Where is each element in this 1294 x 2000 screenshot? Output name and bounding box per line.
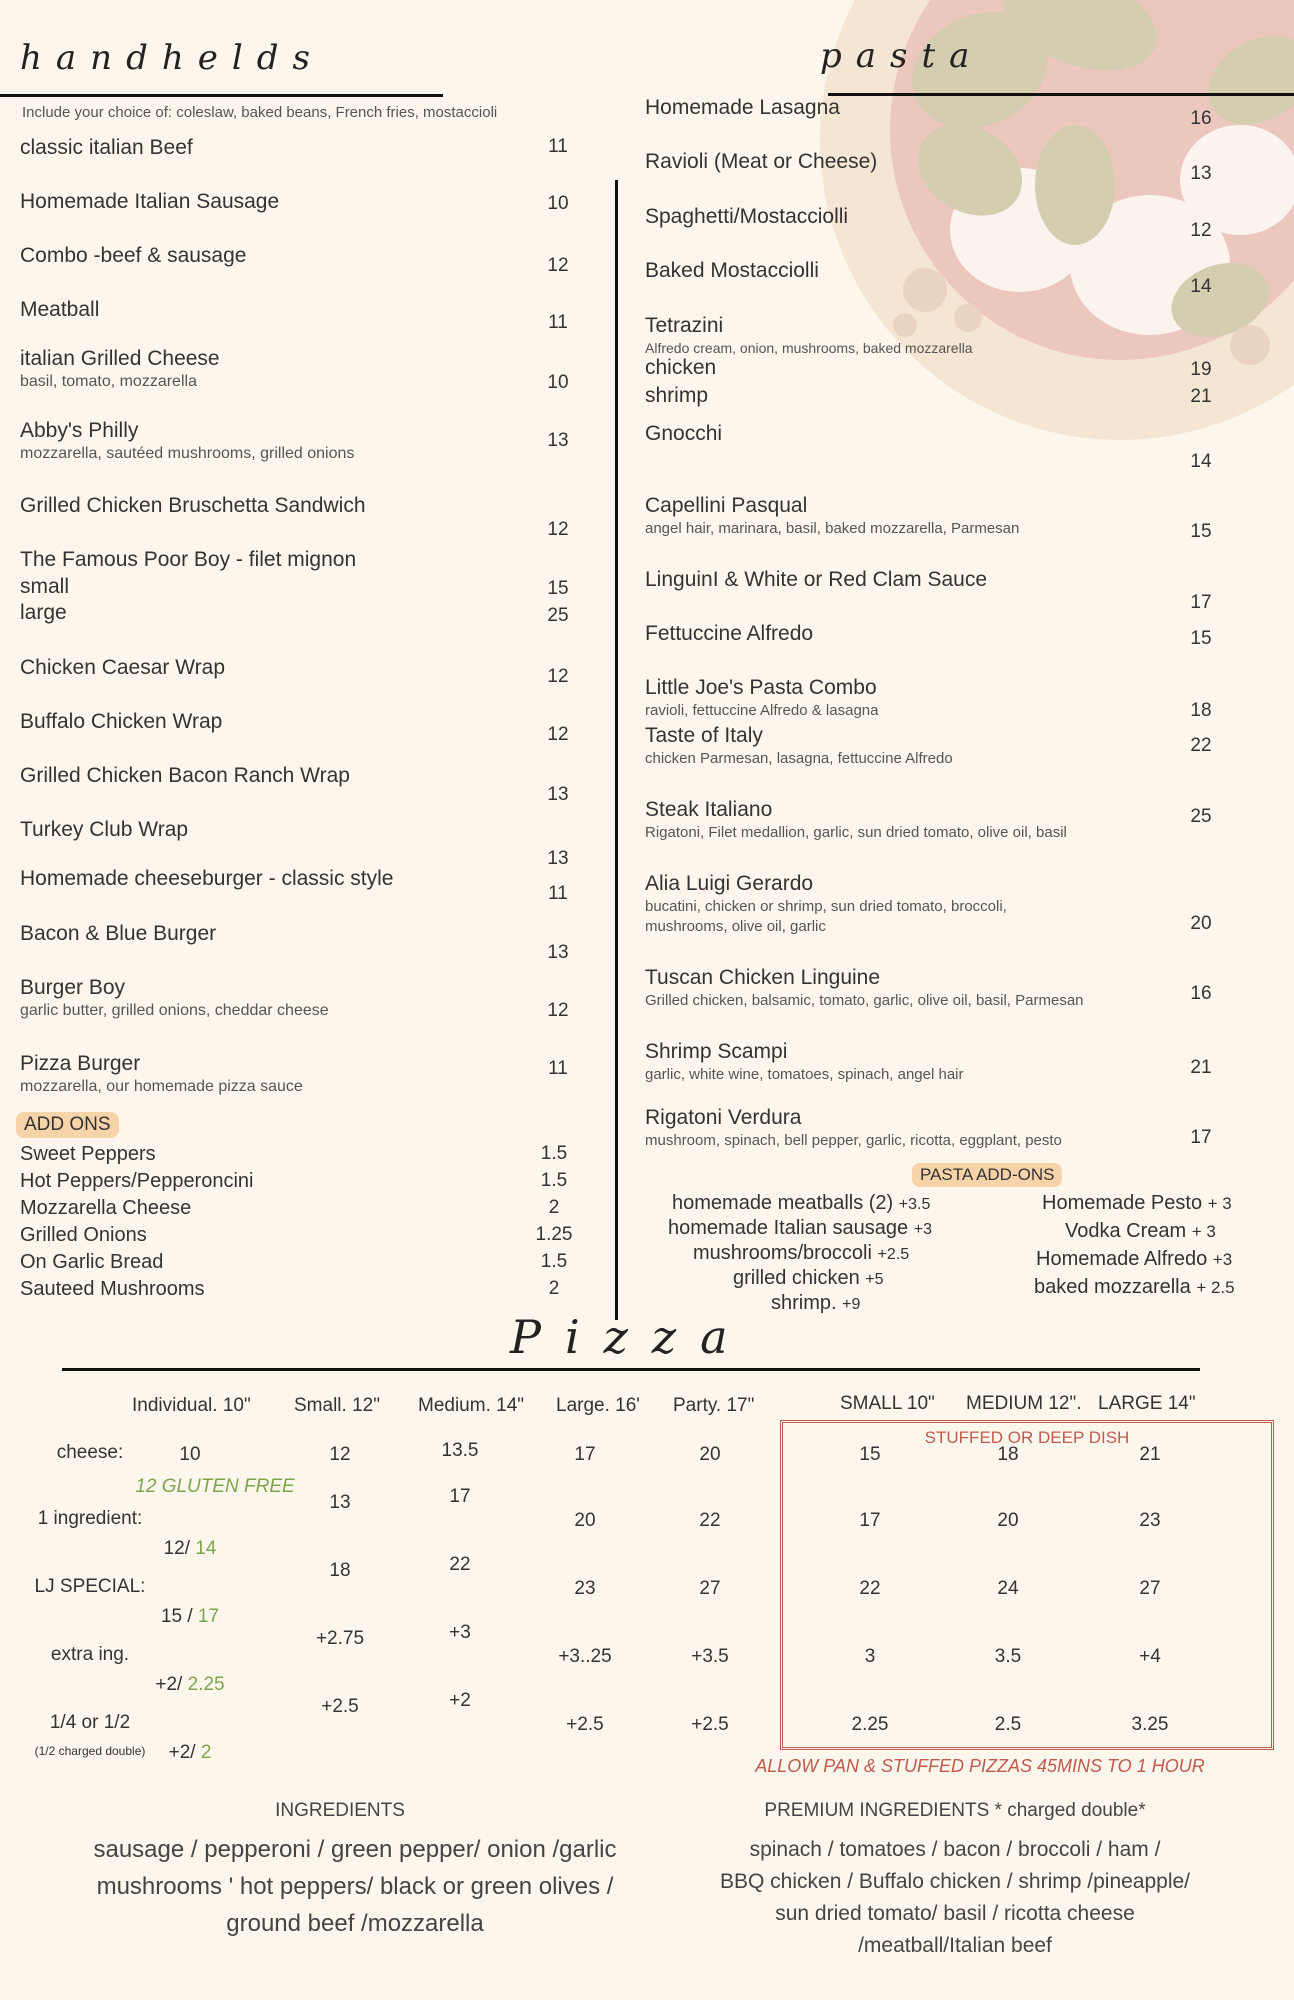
handheld-item-price: 11 <box>548 883 568 904</box>
pasta-item-name: Tetrazini <box>645 314 724 337</box>
addon-price: 2 <box>548 1197 560 1218</box>
pasta-item-name: Alia Luigi Gerardo <box>645 872 814 895</box>
pasta-item-name: Taste of Italy <box>645 724 763 747</box>
pasta-item-name: Homemade Lasagna <box>645 96 840 119</box>
pasta-item-price: 12 <box>1190 220 1212 241</box>
addon-name: Hot Peppers/Pepperoncini <box>20 1170 254 1192</box>
pasta-item-desc: mushroom, spinach, bell pepper, garlic, ricotta, eggplant, pesto <box>645 1132 1062 1149</box>
pasta-item-desc: chicken Parmesan, lasagna, fettuccine Alfredo <box>645 750 953 767</box>
pasta-item-price: 18 <box>1190 700 1212 721</box>
pizza-price-ind: 10 <box>179 1444 201 1465</box>
pizza-size-header: Party. 17" <box>673 1395 755 1416</box>
addon-price: 1.5 <box>540 1170 568 1191</box>
handhelds-note: Include your choice of: coleslaw, baked beans, French fries, mostaccioli <box>22 104 498 121</box>
ingredients-title: INGREDIENTS <box>275 1800 405 1821</box>
pasta-addon-left: homemade Italian sausage +3 <box>668 1217 932 1239</box>
pizza-row-label: 1 ingredient: <box>37 1508 143 1529</box>
pasta-item-price: 17 <box>1190 1127 1212 1148</box>
handheld-item-name: Chicken Caesar Wrap <box>20 656 226 679</box>
pasta-item-desc: angel hair, marinara, basil, baked mozzarella, Parmesan <box>645 520 1020 537</box>
pizza-price-s-small: 2.25 <box>851 1714 889 1735</box>
pizza-row-label: 1/4 or 1/2 <box>49 1712 131 1733</box>
handheld-item-desc: garlic butter, grilled onions, cheddar cheese <box>20 1002 329 1019</box>
pizza-price-party: 22 <box>699 1510 721 1531</box>
pizza-price-ind: +2/ 2.25 <box>155 1674 225 1695</box>
pasta-item-desc: Alfredo cream, onion, mushrooms, baked mozzarella <box>645 340 973 356</box>
pasta-item-price: 25 <box>1190 806 1212 827</box>
allow-note: ALLOW PAN & STUFFED PIZZAS 45MINS TO 1 HOUR <box>755 1756 1205 1776</box>
handheld-item-name: Pizza Burger <box>20 1052 141 1075</box>
pizza-size-header: Individual. 10" <box>132 1395 251 1416</box>
ingredients-line: ground beef /mozzarella <box>226 1910 484 1937</box>
gluten-free-note: 12 GLUTEN FREE <box>135 1476 295 1497</box>
handheld-item-price: 15 <box>547 578 569 599</box>
pizza-rule <box>62 1368 1200 1371</box>
pasta-item-desc: ravioli, fettuccine Alfredo & lasagna <box>645 702 879 719</box>
handheld-item-size: small <box>20 575 70 598</box>
handheld-item-name: Homemade cheeseburger - classic style <box>20 867 394 890</box>
pasta-item-name: Shrimp Scampi <box>645 1040 788 1063</box>
pasta-addons-badge: PASTA ADD-ONS <box>912 1163 1062 1187</box>
handheld-item-price: 11 <box>548 1058 568 1079</box>
pizza-price-s-medium: 3.5 <box>994 1646 1022 1667</box>
pizza-price-medium: 13.5 <box>441 1440 479 1461</box>
addon-name: Sweet Peppers <box>20 1143 156 1165</box>
addon-price: 1.5 <box>540 1143 568 1164</box>
handheld-item-name: Buffalo Chicken Wrap <box>20 710 223 733</box>
pizza-price-s-small: 17 <box>859 1510 881 1531</box>
handheld-item-price: 13 <box>547 430 569 451</box>
premium-line: sun dried tomato/ basil / ricotta cheese <box>775 1902 1135 1925</box>
pizza-price-s-small: 22 <box>859 1578 881 1599</box>
pasta-item-name: Spaghetti/Mostacciolli <box>645 205 849 228</box>
pasta-item-name: Little Joe's Pasta Combo <box>645 676 877 699</box>
addon-name: Grilled Onions <box>20 1224 147 1246</box>
pasta-item-desc: Grilled chicken, balsamic, tomato, garlic, olive oil, basil, Parmesan <box>645 992 1084 1009</box>
pizza-price-small: 18 <box>329 1560 351 1581</box>
pizza-price-s-large: 23 <box>1139 1510 1161 1531</box>
pasta-addon-right: baked mozzarella + 2.5 <box>1034 1276 1235 1298</box>
addon-price: 1.25 <box>535 1224 573 1245</box>
pasta-addon-left: grilled chicken +5 <box>733 1267 884 1289</box>
pasta-item-price: 15 <box>1190 521 1212 542</box>
pizza-price-medium: 22 <box>449 1554 471 1575</box>
pasta-item-price: 21 <box>1190 1057 1212 1078</box>
pasta-addon-left: homemade meatballs (2) +3.5 <box>672 1192 931 1214</box>
handheld-item-price: 12 <box>547 519 569 540</box>
handheld-item-desc: basil, tomato, mozzarella <box>20 373 197 390</box>
pizza-size-header: Medium. 14" <box>418 1395 525 1416</box>
pizza-price-small: +2.5 <box>321 1696 359 1717</box>
pasta-item-name: Fettuccine Alfredo <box>645 622 814 645</box>
pizza-price-large: +2.5 <box>566 1714 604 1735</box>
handheld-item-name: Grilled Chicken Bruschetta Sandwich <box>20 494 366 517</box>
pizza-price-large: 23 <box>574 1578 596 1599</box>
pasta-item-price: 15 <box>1190 628 1212 649</box>
pizza-price-party: +2.5 <box>691 1714 729 1735</box>
pizza-price-ind: +2/ 2 <box>168 1742 212 1763</box>
handheld-item-name: Abby's Philly <box>20 419 139 442</box>
pizza-price-large: +3..25 <box>558 1646 612 1667</box>
pasta-item-price: 20 <box>1190 913 1212 934</box>
handheld-item-price: 10 <box>547 193 569 214</box>
handheld-item-price: 13 <box>547 784 569 805</box>
handheld-item-price: 13 <box>547 942 569 963</box>
pasta-item-name: Ravioli (Meat or Cheese) <box>645 150 878 173</box>
pizza-price-s-small: 15 <box>859 1444 881 1465</box>
pizza-price-small: +2.75 <box>315 1628 365 1649</box>
pizza-price-large: 17 <box>574 1444 596 1465</box>
pasta-item-price: 14 <box>1190 276 1212 297</box>
pizza-price-s-large: 27 <box>1139 1578 1161 1599</box>
pizza-row-label: cheese: <box>56 1442 124 1463</box>
handheld-item-price: 25 <box>547 605 569 626</box>
handheld-item-price: 13 <box>547 848 569 869</box>
pizza-price-medium: +2 <box>449 1690 471 1711</box>
pasta-item-price: 17 <box>1190 592 1212 613</box>
pizza-price-ind: 12/ 14 <box>163 1538 217 1559</box>
pasta-item-name: Capellini Pasqual <box>645 494 808 517</box>
ingredients-line: mushrooms ' hot peppers/ black or green olives / <box>96 1873 614 1900</box>
handhelds-rule <box>0 94 443 97</box>
pizza-price-s-large: 3.25 <box>1131 1714 1169 1735</box>
handheld-item-price: 10 <box>547 372 569 393</box>
pasta-item-price: 16 <box>1190 983 1212 1004</box>
pizza-row-sublabel: (1/2 charged double) <box>34 1744 146 1758</box>
addon-name: On Garlic Bread <box>20 1251 164 1273</box>
handheld-item-name: Homemade Italian Sausage <box>20 190 280 213</box>
pizza-price-small: 13 <box>329 1492 351 1513</box>
handheld-item-price: 12 <box>547 1000 569 1021</box>
pizza-price-medium: 17 <box>449 1486 471 1507</box>
handheld-item-size: large <box>20 601 67 624</box>
pasta-addon-left: shrimp. +9 <box>771 1292 861 1314</box>
stuffed-label: STUFFED OR DEEP DISH <box>924 1428 1130 1447</box>
handheld-item-name: Grilled Chicken Bacon Ranch Wrap <box>20 764 350 787</box>
premium-line: BBQ chicken / Buffalo chicken / shrimp /pineapple/ <box>719 1870 1191 1893</box>
pasta-title: pasta <box>820 36 984 76</box>
pizza-price-party: 20 <box>699 1444 721 1465</box>
pasta-item-size: chicken <box>645 356 717 379</box>
pasta-item-name: Baked Mostacciolli <box>645 259 819 282</box>
pasta-addon-left: mushrooms/broccoli +2.5 <box>693 1242 910 1264</box>
pasta-item-name: Tuscan Chicken Linguine <box>645 966 881 989</box>
pizza-price-s-medium: 20 <box>997 1510 1019 1531</box>
handheld-item-name: Meatball <box>20 298 100 321</box>
handheld-item-price: 11 <box>548 312 568 333</box>
handheld-item-price: 11 <box>548 136 568 157</box>
stuffed-size-header: SMALL 10" <box>840 1393 935 1414</box>
pasta-item-desc: Rigatoni, Filet medallion, garlic, sun dried tomato, olive oil, basil <box>645 824 1067 841</box>
pasta-item-price: 13 <box>1190 163 1212 184</box>
pizza-price-s-small: 3 <box>864 1646 876 1667</box>
pasta-item-name: LinguinI & White or Red Clam Sauce <box>645 568 987 591</box>
pasta-addon-right: Homemade Alfredo +3 <box>1036 1248 1233 1270</box>
pasta-addon-right: Homemade Pesto + 3 <box>1042 1192 1232 1214</box>
handheld-item-name: Combo -beef & sausage <box>20 244 247 267</box>
handheld-item-desc: mozzarella, sautéed mushrooms, grilled onions <box>20 445 355 462</box>
pizza-row-label: LJ SPECIAL: <box>34 1576 146 1597</box>
pizza-price-s-medium: 18 <box>997 1444 1019 1465</box>
handheld-item-name: Burger Boy <box>20 976 126 999</box>
pizza-price-ind: 15 / 17 <box>160 1606 220 1627</box>
pasta-item-name: Steak Italiano <box>645 798 773 821</box>
stuffed-size-header: LARGE 14" <box>1098 1393 1196 1414</box>
pizza-price-party: 27 <box>699 1578 721 1599</box>
pasta-item-price: 14 <box>1190 451 1212 472</box>
addon-price: 1.5 <box>540 1251 568 1272</box>
pasta-rule <box>828 93 1294 96</box>
pasta-item-desc: garlic, white wine, tomatoes, spinach, angel hair <box>645 1066 964 1083</box>
pasta-item-size: shrimp <box>645 384 709 407</box>
pizza-price-small: 12 <box>329 1444 351 1465</box>
pasta-addon-right: Vodka Cream + 3 <box>1065 1220 1216 1242</box>
pasta-item-desc: mushrooms, olive oil, garlic <box>645 918 826 935</box>
pasta-item-price: 22 <box>1190 735 1212 756</box>
pizza-price-large: 20 <box>574 1510 596 1531</box>
pizza-row-label: extra ing. <box>50 1644 130 1665</box>
addons-badge: ADD ONS <box>16 1112 119 1138</box>
pasta-item-price: 19 <box>1190 359 1212 380</box>
addon-name: Mozzarella Cheese <box>20 1197 192 1219</box>
pasta-item-price: 16 <box>1190 108 1212 129</box>
column-divider <box>615 180 618 1320</box>
addon-name: Sauteed Mushrooms <box>20 1278 205 1300</box>
stuffed-size-header: MEDIUM 12". <box>966 1393 1082 1414</box>
premium-title: PREMIUM INGREDIENTS * charged double* <box>764 1800 1146 1821</box>
pizza-size-header: Small. 12" <box>294 1395 380 1416</box>
handheld-item-name: The Famous Poor Boy - filet mignon <box>20 548 357 571</box>
pizza-price-party: +3.5 <box>691 1646 729 1667</box>
handheld-item-desc: mozzarella, our homemade pizza sauce <box>20 1078 303 1095</box>
premium-line: spinach / tomatoes / bacon / broccoli / ham / <box>749 1838 1161 1861</box>
pizza-size-header: Large. 16' <box>556 1395 640 1416</box>
pasta-item-desc: bucatini, chicken or shrimp, sun dried tomato, broccoli, <box>645 898 1007 915</box>
handheld-item-price: 12 <box>547 724 569 745</box>
handheld-item-price: 12 <box>547 666 569 687</box>
pasta-item-name: Rigatoni Verdura <box>645 1106 802 1129</box>
addon-price: 2 <box>548 1278 560 1299</box>
pizza-price-s-medium: 24 <box>997 1578 1019 1599</box>
ingredients-line: sausage / pepperoni / green pepper/ onion /garlic <box>93 1836 617 1863</box>
handheld-item-name: classic italian Beef <box>20 136 193 159</box>
handhelds-title: handhelds <box>20 38 324 78</box>
pasta-item-price: 21 <box>1190 386 1212 407</box>
pizza-price-s-large: 21 <box>1139 1444 1161 1465</box>
handheld-item-name: Bacon & Blue Burger <box>20 922 217 945</box>
pasta-item-name: Gnocchi <box>645 422 723 445</box>
handheld-item-name: Turkey Club Wrap <box>20 818 189 841</box>
pizza-price-s-medium: 2.5 <box>994 1714 1022 1735</box>
handheld-item-price: 12 <box>547 255 569 276</box>
pizza-title: Pizza <box>510 1310 752 1364</box>
premium-line: /meatball/Italian beef <box>858 1934 1052 1957</box>
pizza-price-medium: +3 <box>449 1622 471 1643</box>
handheld-item-name: italian Grilled Cheese <box>20 347 220 370</box>
pizza-price-s-large: +4 <box>1139 1646 1161 1667</box>
